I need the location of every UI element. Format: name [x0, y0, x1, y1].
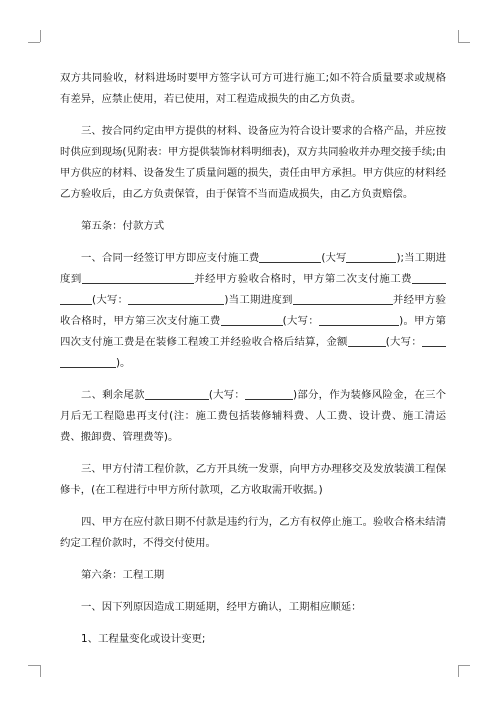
payment-clause-2: 二、剩余尾款 (大写： )部分，作为装修风险金，在三个月后无工程隐患再支付(注：施工费包括装修辅料费、人工费、设计费、施工清运费、搬卸费、管理费等)。 [60, 389, 447, 443]
delay-intro: 一、因下列原因造成工期延期，经甲方确认，工期相应顺延： [81, 601, 362, 613]
article-5-heading: 第五条：付款方式 [81, 220, 165, 232]
fill-blank[interactable] [60, 355, 116, 368]
document-page [60, 68, 446, 661]
fill-blank[interactable] [348, 334, 386, 347]
fill-blank[interactable] [145, 387, 209, 400]
fill-blank[interactable] [346, 250, 396, 263]
fill-blank[interactable] [319, 313, 399, 326]
fill-blank[interactable] [422, 334, 446, 347]
fill-blank[interactable] [293, 292, 393, 305]
fill-blank[interactable] [82, 271, 194, 284]
payment-clause-3: 三、甲方付清工程价款，乙方开具统一发票，向甲方办理移交及发放装潢工程保修卡，(在工程进行中甲方所付款项，乙方收取需开收据。) [60, 463, 446, 496]
materials-paragraph-continued: 双方共同验收，材料进场时要甲方签字认可方可进行施工;如不符合质量要求或规格有差异，应禁止使用，若已使用，对工程造成损失的由乙方负责。 [60, 72, 446, 105]
delay-item-1: 1、工程量变化或设计变更; [81, 633, 206, 645]
payment-clause-1: 一、合同一经签订甲方即应支付施工费 (大写 );当工期进度到 并经甲方验收合格时，甲方第二次支付施工费(大写： )当工期进度到 并经甲方验收合格时，甲方第三次支付施工费 (大写： )。甲方第四次支付施工费是在装修工程竣工并经验收合格后结算，金额 (大写：)。 [60, 252, 446, 369]
fill-blank[interactable] [128, 292, 224, 305]
fill-blank[interactable] [245, 387, 293, 400]
fill-blank[interactable] [221, 313, 283, 326]
fill-blank[interactable] [259, 250, 321, 263]
fill-blank[interactable] [412, 271, 446, 284]
materials-paragraph-3: 三、按合同约定由甲方提供的材料、设备应为符合设计要求的合格产品，并应按时供应到现场(见附表：甲方提供装饰材料明细表)，双方共同验收并办理交接手续;由甲方供应的材料、设备发生了质量问题的损失，责任由甲方承担。甲方供应的材料经乙方验收后，由乙方负责保管，由于保管不当而造成损失，由乙方负责赔偿。 [60, 125, 446, 200]
article-6-heading: 第六条：工程工期 [81, 569, 165, 581]
payment-clause-4: 四、甲方在应付款日期不付款是违约行为，乙方有权停止施工。验收合格未结清约定工程价款时，不得交付使用。 [60, 516, 446, 549]
fill-blank[interactable] [60, 292, 92, 305]
